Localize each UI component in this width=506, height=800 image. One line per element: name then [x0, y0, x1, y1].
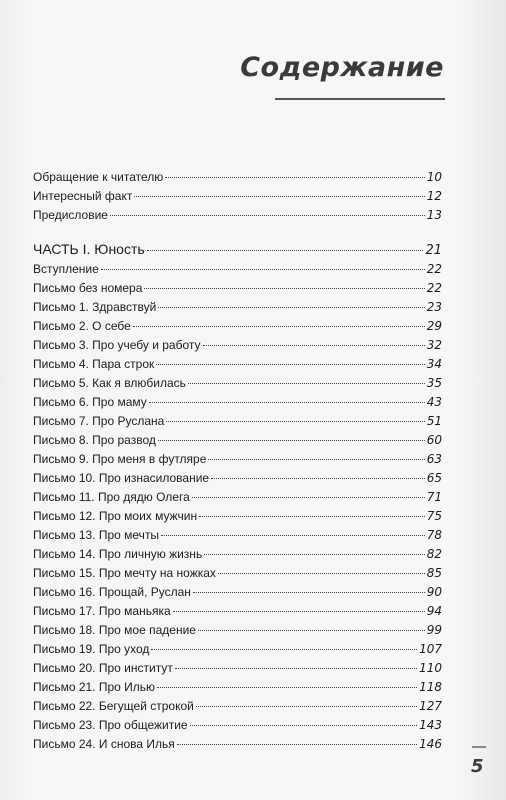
toc-entry-label: Письмо 14. Про личную жизнь [33, 547, 203, 561]
toc-entry [33, 697, 442, 716]
toc-entry [33, 206, 442, 225]
toc-entry-label: Письмо 13. Про мечты [33, 528, 160, 542]
toc-entry [33, 317, 442, 336]
dot-leader [190, 725, 418, 726]
toc-entry [33, 545, 442, 564]
dot-leader [157, 687, 417, 688]
toc-entry [33, 450, 442, 469]
toc-entry-label: Письмо 1. Здравствуй [33, 300, 157, 314]
toc-entry-label: Письмо 19. Про уход [33, 642, 150, 656]
toc-entry [33, 336, 442, 355]
toc-entry-label: Письмо 2. О себе [33, 319, 131, 333]
toc-entry [33, 716, 442, 735]
toc-entry [33, 564, 442, 583]
dot-leader [193, 592, 425, 593]
toc-entry-page: 90 [426, 585, 442, 599]
toc-entry [33, 298, 442, 317]
toc-entry [33, 187, 442, 206]
toc-entry-page: 146 [419, 737, 442, 751]
toc-entry [33, 621, 442, 640]
toc-entry [33, 640, 442, 659]
toc-entry-label: Письмо 3. Про учебу и работу [33, 338, 201, 352]
dot-leader [211, 478, 425, 479]
toc-entry-page: 143 [419, 718, 442, 732]
dot-leader [198, 630, 425, 631]
toc-entry-page: 118 [419, 680, 442, 694]
dot-leader [151, 649, 417, 650]
toc-entry-page: 99 [426, 623, 442, 637]
toc-entry-page: 35 [426, 376, 442, 390]
toc-entry-label: Письмо 11. Про дядю Олега [33, 490, 190, 504]
toc-entry-label: Письмо без номера [33, 281, 143, 295]
toc-entry [33, 583, 442, 602]
toc-entry [33, 412, 442, 431]
page-title: Содержание [240, 52, 444, 83]
dot-leader [149, 402, 425, 403]
toc-entry-label: Предисловие [33, 208, 108, 222]
toc-entry-page: 71 [426, 490, 442, 504]
dot-leader [175, 668, 417, 669]
toc-entry [33, 393, 442, 412]
dot-leader [158, 307, 424, 308]
dot-leader [173, 611, 425, 612]
toc-entry-label: Письмо 5. Как я влюбилась [33, 376, 186, 390]
toc-entry-page: 13 [426, 208, 442, 222]
toc-entry-label: ЧАСТЬ I. Юность [33, 241, 145, 257]
toc-entry [33, 659, 442, 678]
page-number: 5 [471, 756, 484, 777]
toc-entry-label: Письмо 21. Про Илью [33, 680, 156, 694]
dot-leader [192, 497, 425, 498]
toc-entry-page: 65 [426, 471, 442, 485]
toc-entry-page: 22 [426, 262, 442, 276]
toc-entry-label: Письмо 18. Про мое падение [33, 623, 196, 637]
dot-leader [204, 554, 425, 555]
dot-leader [199, 516, 425, 517]
dot-leader [203, 345, 425, 346]
toc-entry [33, 469, 442, 488]
dot-leader [196, 706, 417, 707]
toc-entry-label: Письмо 23. Про общежитие [33, 718, 188, 732]
dot-leader [188, 383, 425, 384]
toc-entry-page: 23 [426, 300, 442, 314]
toc-entry-page: 75 [426, 509, 442, 523]
dot-leader [110, 215, 425, 216]
dot-leader [218, 573, 425, 574]
dot-leader [165, 177, 424, 178]
toc-entry [33, 526, 442, 545]
dot-leader [177, 744, 417, 745]
toc-entry [33, 735, 442, 754]
dot-leader [144, 288, 424, 289]
toc-entry-label: Интересный факт [33, 189, 133, 203]
toc-entry-page: 94 [426, 604, 442, 618]
toc-entry-label: Письмо 20. Про институт [33, 661, 173, 675]
dot-leader [158, 440, 425, 441]
toc-entry-label: Письмо 24. И снова Илья [33, 737, 175, 751]
dot-leader [133, 326, 425, 327]
toc-entry-page: 43 [426, 395, 442, 409]
toc-entry-label: Вступление [33, 262, 99, 276]
dot-leader [147, 250, 424, 251]
toc-entry [33, 260, 442, 279]
dot-leader [161, 535, 425, 536]
toc-entry-label: Письмо 16. Прощай, Руслан [33, 585, 191, 599]
page-number-rule [472, 746, 486, 748]
toc-entry-page: 82 [426, 547, 442, 561]
toc-entry-label: Письмо 6. Про маму [33, 395, 147, 409]
toc-entry [33, 602, 442, 621]
toc-entry-label: Письмо 12. Про моих мужчин [33, 509, 198, 523]
toc-entry-label: Письмо 10. Про изнасилование [33, 471, 210, 485]
toc-entry [33, 431, 442, 450]
toc-entry-label: Письмо 17. Про маньяка [33, 604, 171, 618]
toc-entry-page: 60 [426, 433, 442, 447]
toc-entry [33, 678, 442, 697]
toc-part-heading [33, 238, 442, 260]
toc-entry-page: 110 [419, 661, 442, 675]
toc-entry-label: Письмо 15. Про мечту на ножках [33, 566, 216, 580]
toc-entry-page: 29 [426, 319, 442, 333]
toc-entry [33, 507, 442, 526]
dot-leader [166, 421, 424, 422]
toc-entry [33, 374, 442, 393]
toc-entry-page: 127 [419, 699, 442, 713]
toc-entry-page: 107 [419, 642, 442, 656]
toc-entry [33, 355, 442, 374]
toc-entry-page: 63 [426, 452, 442, 466]
toc-entry [33, 279, 442, 298]
toc-entry-page: 12 [426, 189, 442, 203]
toc-entry-page: 34 [426, 357, 442, 371]
dot-leader [208, 459, 424, 460]
table-of-contents [33, 168, 442, 754]
dot-leader [134, 196, 424, 197]
toc-entry-label: Письмо 8. Про развод [33, 433, 156, 447]
toc-entry-page: 78 [426, 528, 442, 542]
toc-entry-page: 85 [426, 566, 442, 580]
toc-entry-page: 10 [426, 170, 442, 184]
toc-entry-page: 51 [426, 414, 442, 428]
toc-entry-page: 22 [426, 281, 442, 295]
toc-entry-label: Письмо 22. Бегущей строкой [33, 699, 194, 713]
toc-entry-label: Письмо 9. Про меня в футляре [33, 452, 207, 466]
title-underline [275, 98, 445, 100]
toc-entry-page: 32 [426, 338, 442, 352]
toc-entry-label: Обращение к читателю [33, 170, 164, 184]
toc-entry [33, 488, 442, 507]
toc-entry [33, 168, 442, 187]
dot-leader [156, 364, 424, 365]
toc-entry-label: Письмо 4. Пара строк [33, 357, 155, 371]
toc-entry-page: 21 [425, 243, 442, 258]
toc-entry-label: Письмо 7. Про Руслана [33, 414, 165, 428]
dot-leader [101, 269, 425, 270]
